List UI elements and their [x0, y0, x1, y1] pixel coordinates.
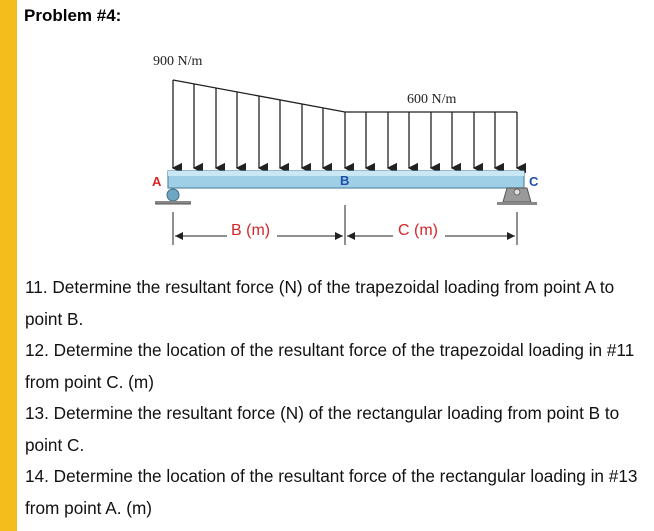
question-13: 13. Determine the resultant force (N) of the rectangular loading from point B to point C. — [25, 403, 620, 455]
question-14: 14. Determine the location of the resultant force of the rectangular loading in #13 from point A. (m) — [25, 466, 638, 518]
problem-title: Problem #4: — [24, 6, 122, 25]
dimension-b-label: B (m) — [231, 222, 271, 239]
beam-figure-svg — [135, 40, 555, 250]
beam-diagram — [135, 40, 555, 250]
accent-sidebar — [0, 0, 17, 531]
question-12: 12. Determine the location of the resultant force of the trapezoidal loading in #11 from point C. (m) — [25, 340, 635, 392]
pin-support-c — [497, 188, 537, 205]
roller-support-a — [155, 189, 191, 204]
dimension-line — [173, 205, 517, 245]
distributed-load — [173, 80, 517, 168]
load-left-label: 900 N/m — [153, 54, 203, 69]
point-a-label: A — [152, 174, 162, 189]
point-b-label: B — [340, 173, 350, 188]
question-list — [25, 272, 645, 524]
load-right-label: 600 N/m — [407, 92, 457, 107]
point-c-label: C — [529, 174, 539, 189]
question-11: 11. Determine the resultant force (N) of the trapezoidal loading from point A to point B. — [25, 277, 615, 329]
dimension-c-label: C (m) — [398, 222, 438, 239]
